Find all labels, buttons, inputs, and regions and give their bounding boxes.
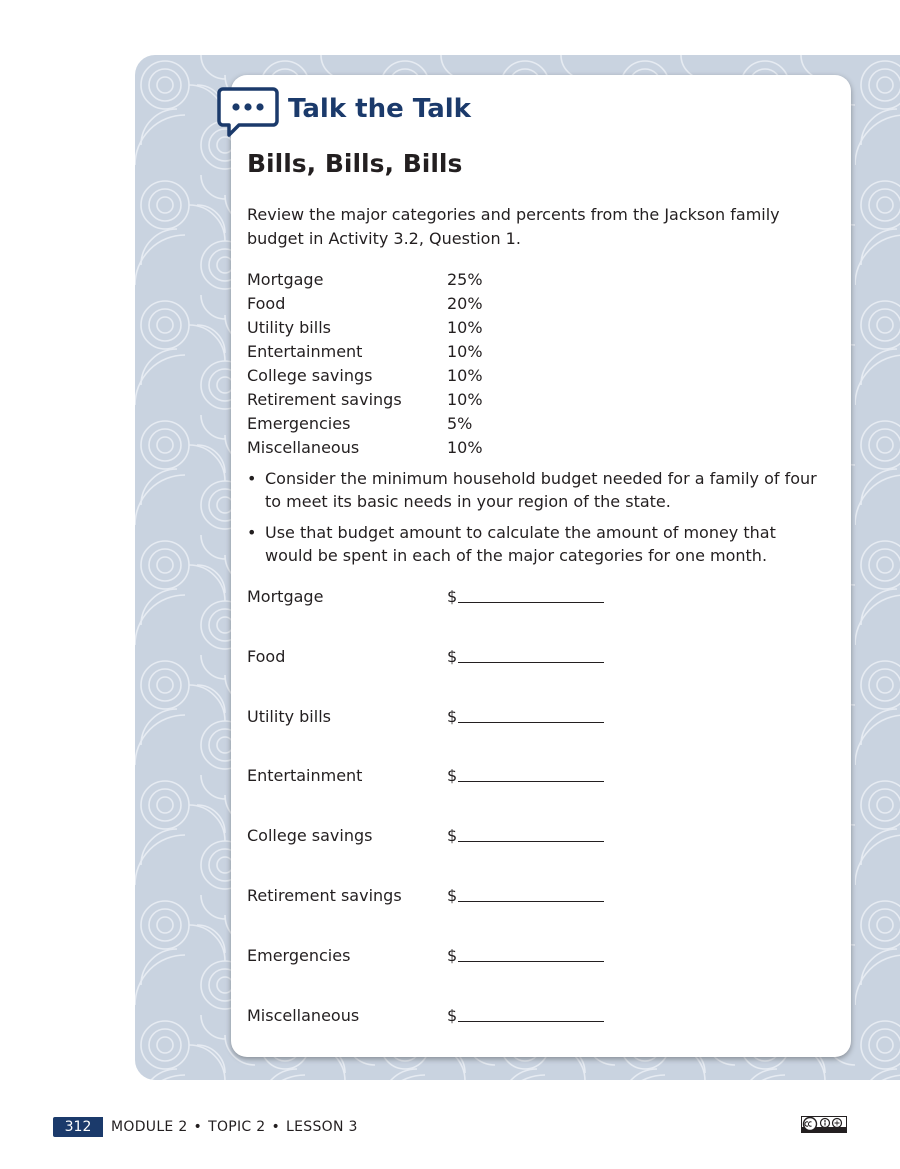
fill-in-row: [247, 764, 647, 824]
dollar-sign: $: [447, 587, 458, 606]
category-label: Mortgage: [247, 587, 324, 606]
speech-bubble-icon: [217, 87, 279, 137]
fill-in-row: [247, 824, 647, 884]
category-label: Mortgage: [247, 270, 324, 289]
section-heading: Talk the Talk: [288, 94, 471, 124]
budget-percent-row: [247, 412, 547, 436]
answer-blank[interactable]: [458, 841, 604, 842]
dollar-sign: $: [447, 766, 458, 786]
fill-in-row: [247, 884, 647, 944]
budget-percent-row: [247, 316, 547, 340]
percent-value: 10%: [447, 438, 483, 457]
answer-blank[interactable]: [458, 662, 604, 663]
breadcrumb-topic: TOPIC 2: [208, 1119, 266, 1135]
category-label: Emergencies: [247, 414, 351, 433]
category-label: Retirement savings: [247, 390, 402, 409]
creative-commons-license-icon: [801, 1116, 847, 1133]
breadcrumb: [111, 1117, 358, 1137]
dollar-sign: $: [447, 646, 458, 666]
category-label: Utility bills: [247, 706, 331, 726]
instruction-text: Use that budget amount to calculate the amount of money that would be spent in each of the major categories for one month.: [265, 523, 776, 565]
percent-value: 25%: [447, 270, 483, 289]
answer-blank[interactable]: [458, 781, 604, 782]
instruction-item: [247, 521, 817, 567]
category-label: College savings: [247, 826, 373, 846]
fill-in-row: [247, 645, 647, 705]
category-label: Food: [247, 294, 286, 313]
budget-percent-row: [247, 436, 547, 460]
category-label: College savings: [247, 366, 373, 385]
answer-blank[interactable]: [458, 1021, 604, 1022]
percent-value: 20%: [447, 294, 483, 313]
fill-in-row: [247, 585, 647, 645]
budget-percent-row: [247, 340, 547, 364]
dollar-sign: $: [447, 885, 458, 905]
answer-blank[interactable]: [458, 901, 604, 902]
category-label: Utility bills: [247, 318, 331, 337]
answer-blank[interactable]: [458, 961, 604, 962]
budget-percent-row: [247, 268, 547, 292]
bullet-icon: •: [247, 469, 257, 488]
intro-text: Review the major categories and percents from the Jackson family budget in Activity 3.2, Question 1.: [247, 205, 780, 248]
dollar-sign: $: [447, 826, 458, 846]
instruction-list: [247, 467, 817, 575]
instruction-text: Consider the minimum household budget needed for a family of four to meet its basic needs in your region of the state.: [265, 469, 817, 511]
activity-title: Bills, Bills, Bills: [247, 149, 463, 178]
percent-value: 10%: [447, 366, 483, 385]
category-label: Miscellaneous: [247, 438, 360, 457]
budget-percent-row: [247, 292, 547, 316]
budget-percent-list: [247, 268, 547, 460]
category-label: Miscellaneous: [247, 1005, 360, 1025]
instruction-item: [247, 467, 817, 513]
breadcrumb-separator: •: [271, 1119, 281, 1135]
breadcrumb-lesson: LESSON 3: [286, 1119, 358, 1135]
fill-in-row: [247, 705, 647, 765]
fill-in-answer-list: [247, 585, 647, 1063]
fill-in-row: [247, 944, 647, 1004]
category-label: Food: [247, 646, 286, 666]
category-label: Emergencies: [247, 945, 351, 965]
dollar-sign: $: [447, 945, 458, 965]
category-label: Entertainment: [247, 342, 363, 361]
percent-value: 10%: [447, 390, 483, 409]
percent-value: 10%: [447, 318, 483, 337]
percent-value: 5%: [447, 414, 473, 433]
answer-blank[interactable]: [458, 602, 604, 603]
budget-percent-row: [247, 364, 547, 388]
percent-value: 10%: [447, 342, 483, 361]
bullet-icon: •: [247, 523, 257, 542]
budget-percent-row: [247, 388, 547, 412]
fill-in-row: [247, 1004, 647, 1064]
breadcrumb-separator: •: [193, 1119, 203, 1135]
category-label: Retirement savings: [247, 885, 402, 905]
answer-blank[interactable]: [458, 722, 604, 723]
breadcrumb-module: MODULE 2: [111, 1119, 188, 1135]
dollar-sign: $: [447, 1005, 458, 1025]
dollar-sign: $: [447, 706, 458, 726]
page-number: 312: [53, 1117, 103, 1137]
category-label: Entertainment: [247, 766, 363, 786]
